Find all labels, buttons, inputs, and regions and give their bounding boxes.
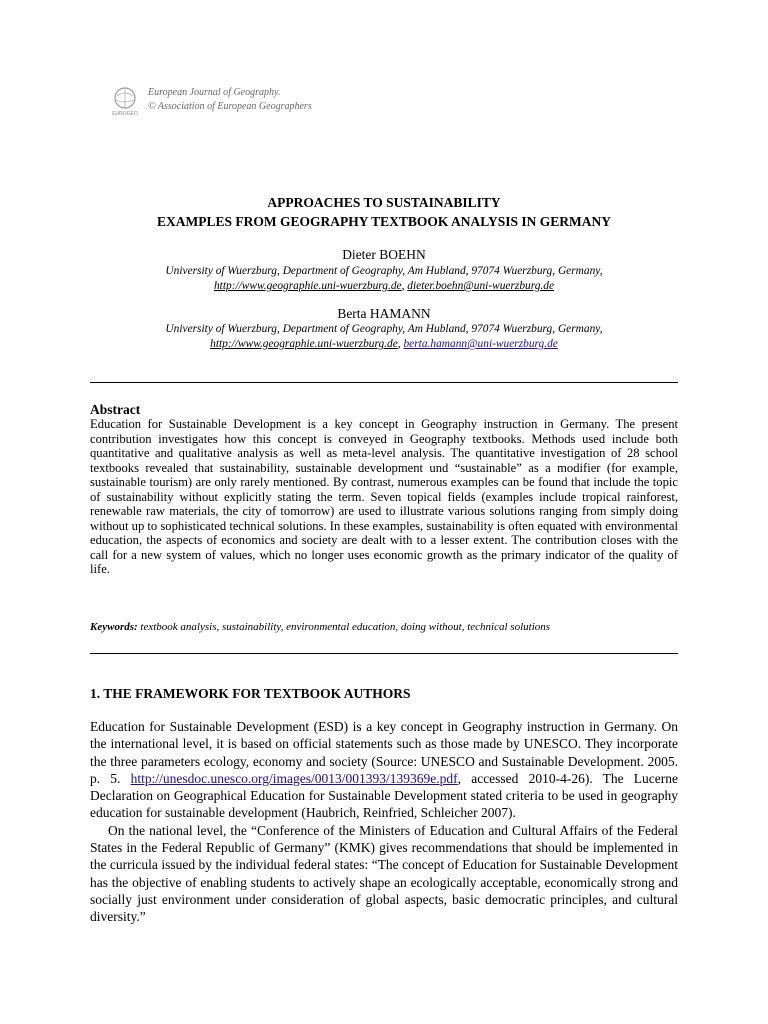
author-affiliation-1 bbox=[0, 264, 768, 294]
author-web-link-1[interactable]: http://www.geographie.uni-wuerzburg.de bbox=[213, 280, 402, 292]
affiliation-text-2: University of Wuerzburg, Department of Geography, Am Hubland, 97074 Wuerzburg, Germany, bbox=[165, 323, 603, 335]
author-contact-2: http://www.geographie.uni-wuerzburg.de, berta.hamann@uni-wuerzburg.de bbox=[210, 338, 558, 350]
paragraph-1: Education for Sustainable Development (ESD) is a key concept in Geography instruction in Germany. On the international level, it is based on official statements such as those made by UNESCO. They incorporate the three parameters ecology, economy and society (Source: UNESCO and Sustainable Development. 2005. p. 5. http://unesdoc.unesco.org/images/0013/001393/139369e.pdf, accessed 2010-4-26). The Lucerne Declaration on Geographical Education for Sustainable Development stated criteria to be used in geography education for sustainable development (Haubrich, Reinfried, Schleicher 2007). bbox=[90, 719, 678, 821]
journal-name: European Journal of Geography. bbox=[148, 87, 281, 98]
eurogeo-logo bbox=[108, 84, 142, 118]
divider-top bbox=[90, 382, 678, 383]
author-email-link-1[interactable]: dieter.boehn@uni-wuerzburg.de bbox=[407, 280, 555, 292]
affiliation-text-1: University of Wuerzburg, Department of Geography, Am Hubland, 97074 Wuerzburg, Germany, bbox=[165, 265, 603, 277]
abstract-text: Education for Sustainable Development is a key concept in Geography instruction in Germany. The present contribution investigates how this concept is conveyed in Geography textbooks. Methods used include both quantitative and qualitative analysis as well as meta-level analysis. The quantitative investigation of 28 school textbooks revealed that sustainability, sustainable development und “sustainable” as a modifier (for example, sustainable tourism) are only rarely mentioned. By contrast, numerous examples can be found that include the topic of sustainability without explicitly stating the term. Seven topical fields (examples include tropical rainforest, renewable raw materials, the city of tomorrow) are used to illustrate various solutions ranging from simply doing without up to sophisticated technical solutions. In these examples, sustainability is often equated with environmental education, the aspects of economics and society are dealt with to a lesser extent. The contribution closes with the call for a new system of values, which no longer uses economic growth as the primary indicator of the quality of life. bbox=[90, 417, 678, 576]
unesco-link[interactable]: http://unesdoc.unesco.org/images/0013/001393/139369e.pdf bbox=[130, 770, 458, 786]
title-line-1: APPROACHES TO SUSTAINABILITY bbox=[267, 195, 501, 210]
section-heading: 1. THE FRAMEWORK FOR TEXTBOOK AUTHORS bbox=[90, 686, 411, 701]
keywords-text: textbook analysis, sustainability, environmental education, doing without, technical solutions bbox=[140, 621, 551, 633]
journal-copyright: © Association of European Geographers bbox=[148, 101, 312, 112]
author-affiliation-2 bbox=[0, 322, 768, 352]
title-line-2: EXAMPLES FROM GEOGRAPHY TEXTBOOK ANALYSIS IN GERMANY bbox=[156, 214, 612, 229]
author-name-1: Dieter BOEHN bbox=[342, 247, 426, 262]
abstract-heading: Abstract bbox=[90, 402, 141, 417]
paragraph-2: On the national level, the “Conference of the Ministers of Education and Cultural Affairs of the Federal States in the Federal Republic of Germany” (KMK) gives recommendations that should be implemented in the curricula issued by the individual federal states: “The concept of Education for Sustainable Development has the objective of enabling students to actively shape an ecologically acceptable, economically strong and socially just environment under consideration of global aspects, basic democratic principles, and cultural diversity.” bbox=[90, 822, 678, 925]
keywords-label: Keywords: bbox=[90, 621, 138, 633]
author-contact-1: http://www.geographie.uni-wuerzburg.de, dieter.boehn@uni-wuerzburg.de bbox=[213, 280, 555, 292]
author-web-link-2[interactable]: http://www.geographie.uni-wuerzburg.de bbox=[210, 338, 398, 350]
author-email-link-2[interactable]: berta.hamann@uni-wuerzburg.de bbox=[403, 338, 558, 350]
divider-bottom bbox=[90, 653, 678, 654]
journal-info bbox=[148, 86, 312, 114]
paper-title bbox=[0, 193, 768, 231]
section-body bbox=[90, 718, 678, 926]
author-name-2: Berta HAMANN bbox=[337, 306, 431, 321]
journal-header bbox=[108, 84, 312, 118]
logo-text: EUROGEO bbox=[112, 111, 138, 117]
keywords bbox=[90, 621, 678, 633]
